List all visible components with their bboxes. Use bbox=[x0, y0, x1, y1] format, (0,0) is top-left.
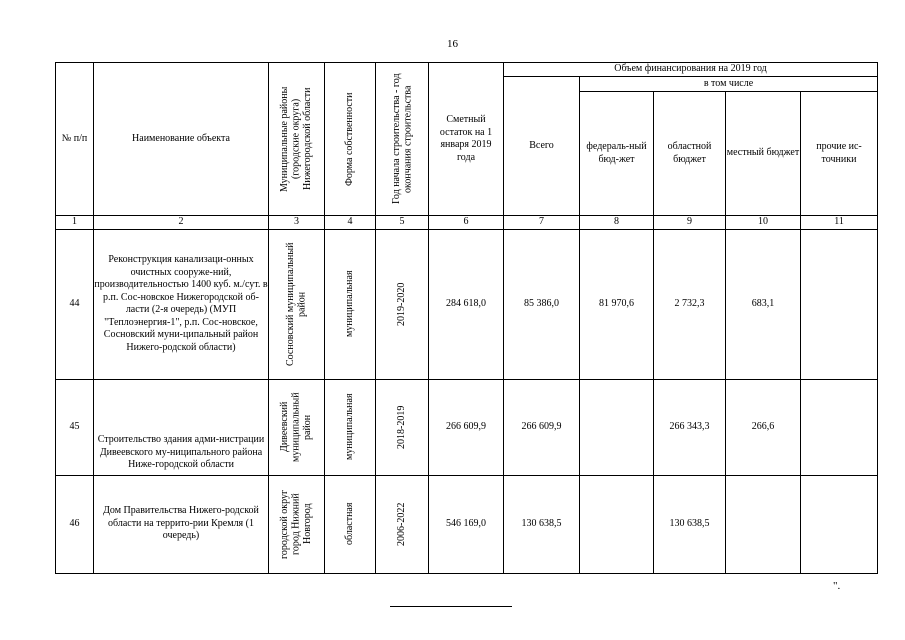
total-value: 130 638,5 bbox=[504, 475, 580, 573]
ownership-cell bbox=[325, 475, 376, 573]
local-value: 683,1 bbox=[726, 229, 801, 379]
header-estimate: Сметный остаток на 1 января 2019 года bbox=[429, 63, 504, 216]
header-years-text: Год начала строительства - год окончания строительства bbox=[390, 73, 413, 205]
ownership-text: муниципальная bbox=[344, 270, 356, 338]
regional-value: 266 343,3 bbox=[654, 379, 726, 475]
object-name: Дом Правительства Нижего-родской области на террито-рии Кремля (1 очередь) bbox=[94, 475, 269, 573]
column-number: 7 bbox=[504, 216, 580, 230]
financing-table bbox=[55, 62, 878, 574]
estimate-value: 284 618,0 bbox=[429, 229, 504, 379]
years-text: 2018-2019 bbox=[396, 405, 408, 449]
table-row bbox=[56, 475, 878, 573]
regional-value: 2 732,3 bbox=[654, 229, 726, 379]
header-no: № п/п bbox=[56, 63, 94, 216]
district-cell bbox=[269, 229, 325, 379]
header-total: Всего bbox=[504, 77, 580, 216]
object-name: Реконструкция канализаци-онных очистных сооруже-ний, производительностью 1400 куб. м./сут. в р.п. Сос-новское Нижегородской об-ласти (2-я очередь) (МУП "Теплоэнергия-1", р.п. Сос-новское, Сосновский муни-ципальный район Нижего-родской области) bbox=[94, 229, 269, 379]
row-no: 46 bbox=[56, 475, 94, 573]
row-no: 45 bbox=[56, 379, 94, 475]
total-value: 266 609,9 bbox=[504, 379, 580, 475]
other-value bbox=[801, 379, 878, 475]
column-number-row bbox=[56, 216, 878, 230]
header-name: Наименование объекта bbox=[94, 63, 269, 216]
regional-value: 130 638,5 bbox=[654, 475, 726, 573]
table-row bbox=[56, 229, 878, 379]
column-number: 9 bbox=[654, 216, 726, 230]
header-federal: федераль-ный бюд-жет bbox=[580, 92, 654, 216]
years-cell bbox=[376, 475, 429, 573]
local-value: 266,6 bbox=[726, 379, 801, 475]
header-districts-text: Муниципальные районы (городские округа) Нижегородской области bbox=[279, 86, 314, 192]
years-cell bbox=[376, 229, 429, 379]
column-number: 8 bbox=[580, 216, 654, 230]
estimate-value: 266 609,9 bbox=[429, 379, 504, 475]
years-text: 2019-2020 bbox=[396, 282, 408, 326]
federal-value bbox=[580, 379, 654, 475]
total-value: 85 386,0 bbox=[504, 229, 580, 379]
years-text: 2006-2022 bbox=[396, 502, 408, 546]
header-regional: областной бюджет bbox=[654, 92, 726, 216]
ownership-cell bbox=[325, 229, 376, 379]
estimate-value: 546 169,0 bbox=[429, 475, 504, 573]
header-ownership bbox=[325, 63, 376, 216]
ownership-cell bbox=[325, 379, 376, 475]
header-ownership-text: Форма собственности bbox=[344, 92, 356, 186]
closing-quote-mark: ". bbox=[833, 580, 841, 592]
header-districts bbox=[269, 63, 325, 216]
ownership-text: областная bbox=[344, 502, 356, 546]
page-number: 16 bbox=[447, 38, 458, 50]
row-no: 44 bbox=[56, 229, 94, 379]
district-text: Дивеевский муниципальный район bbox=[279, 392, 314, 462]
ownership-text: муниципальная bbox=[344, 393, 356, 461]
column-number: 4 bbox=[325, 216, 376, 230]
column-number: 10 bbox=[726, 216, 801, 230]
column-number: 2 bbox=[94, 216, 269, 230]
district-cell bbox=[269, 379, 325, 475]
column-number: 1 bbox=[56, 216, 94, 230]
district-text: городской округ город Нижний Новгород bbox=[279, 489, 314, 559]
footnote-separator-line bbox=[390, 606, 512, 607]
column-number: 5 bbox=[376, 216, 429, 230]
column-number: 6 bbox=[429, 216, 504, 230]
federal-value bbox=[580, 475, 654, 573]
column-number: 11 bbox=[801, 216, 878, 230]
header-other: прочие ис-точники bbox=[801, 92, 878, 216]
header-years bbox=[376, 63, 429, 216]
district-text: Сосновский муниципальный район bbox=[285, 242, 308, 366]
header-funding-group: Объем финансирования на 2019 год bbox=[504, 63, 878, 77]
header-including: в том числе bbox=[580, 77, 878, 92]
column-number: 3 bbox=[269, 216, 325, 230]
district-cell bbox=[269, 475, 325, 573]
other-value bbox=[801, 229, 878, 379]
federal-value: 81 970,6 bbox=[580, 229, 654, 379]
other-value bbox=[801, 475, 878, 573]
header-local: местный бюджет bbox=[726, 92, 801, 216]
table-row bbox=[56, 379, 878, 475]
years-cell bbox=[376, 379, 429, 475]
object-name: Строительство здания адми-нистрации Дивеевского му-ниципального района Ниже-городской области bbox=[94, 379, 269, 475]
local-value bbox=[726, 475, 801, 573]
